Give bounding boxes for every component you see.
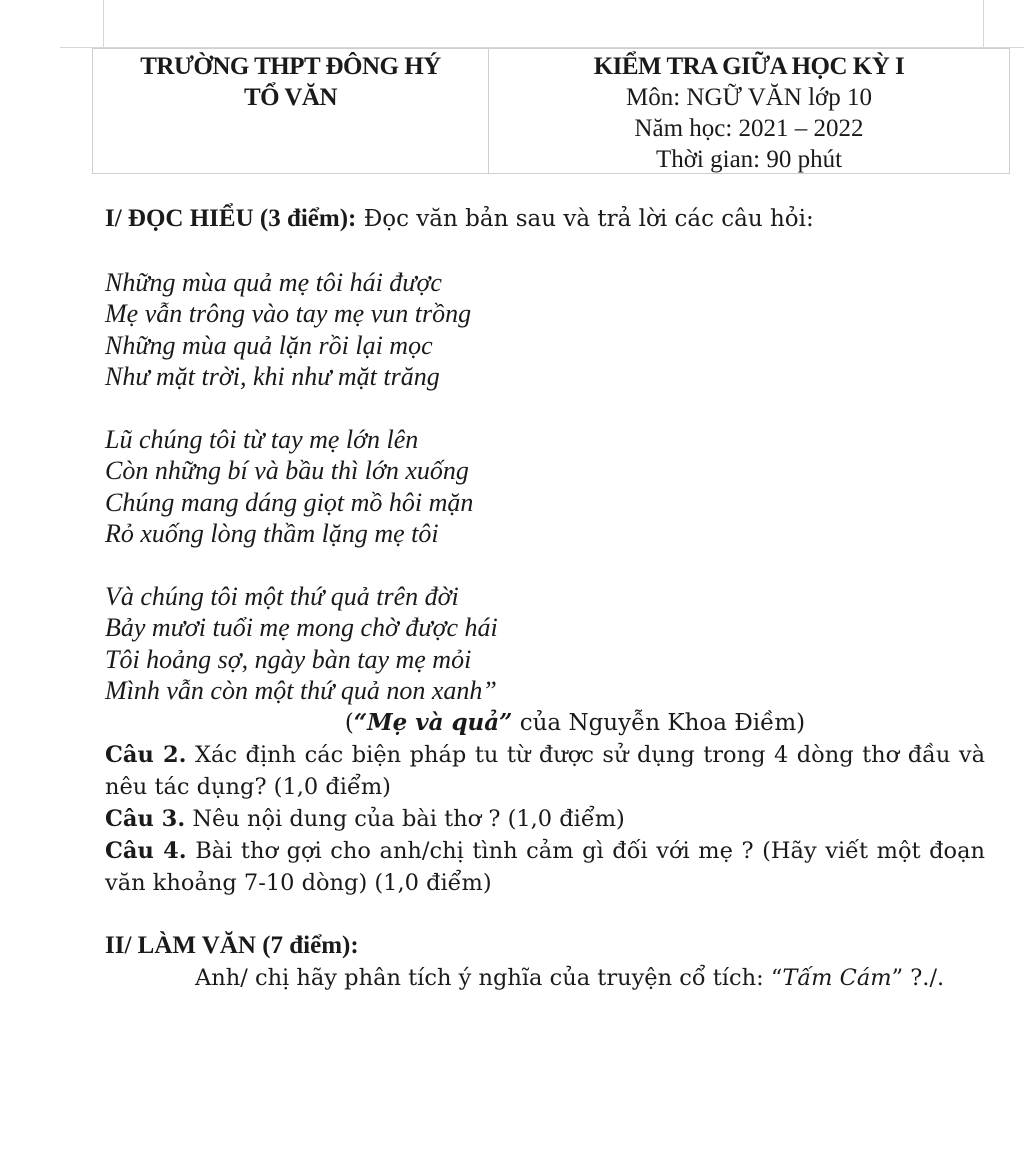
exam-info-cell — [489, 49, 1009, 173]
exam-header-table — [92, 48, 1010, 174]
essay-story-title: Tấm Cám — [782, 964, 892, 991]
writing-heading: II/ LÀM VĂN (7 điểm): — [105, 932, 359, 959]
question-4 — [105, 835, 985, 899]
exam-school-year: Năm học: 2021 – 2022 — [634, 115, 864, 142]
exam-body — [105, 203, 985, 994]
question-label: Câu 2. — [105, 742, 187, 768]
reading-instruction: Đọc văn bản sau và trả lời các câu hỏi: — [356, 206, 814, 232]
poem-line: Những mùa quả mẹ tôi hái được — [105, 267, 442, 297]
poem-line: Mẹ vẫn trông vào tay mẹ vun trồng — [105, 299, 472, 328]
school-info-cell — [93, 49, 489, 173]
spacer — [105, 899, 985, 930]
exam-duration: Thời gian: 90 phút — [655, 146, 843, 173]
school-name: TRƯỜNG THPT ĐÔNG HÝ — [140, 53, 441, 80]
poem-line: Lũ chúng tôi từ tay mẹ lớn lên — [105, 424, 419, 454]
poem-line: Rỏ xuống lòng thầm lặng mẹ tôi — [105, 519, 439, 548]
poem-line: Tôi hoảng sợ, ngày bàn tay mẹ mỏi — [105, 644, 472, 674]
poem-line: Như mặt trời, khi như mặt trăng — [105, 362, 440, 391]
poem-line: Bảy mươi tuổi mẹ mong chờ được hái — [105, 613, 498, 642]
department-name: TỔ VĂN — [243, 84, 338, 111]
citation-open: ( — [344, 709, 354, 736]
question-label: Câu 4. — [105, 838, 187, 864]
poem — [105, 267, 985, 707]
essay-prompt-end: ” ?./. — [891, 964, 945, 991]
poem-line: Và chúng tôi một thứ quả trên đời — [105, 581, 459, 611]
question-text: Bài thơ gợi cho anh/chị tình cảm gì đối với mẹ ? (Hãy viết một đoạn văn khoảng 7-10 dòng) (1,0 điểm) — [105, 838, 985, 896]
poem-line: Những mùa quả lặn rồi lại mọc — [105, 330, 433, 360]
question-text: Xác định các biện pháp tu từ được sử dụng trong 4 dòng thơ đầu và nêu tác dụng? (1,0 điểm) — [105, 742, 985, 800]
page-guide-line — [983, 0, 984, 48]
poem-stanza — [105, 581, 985, 707]
poem-citation — [105, 707, 985, 740]
citation-author: của Nguyễn Khoa Điềm) — [512, 709, 806, 736]
poem-line: Chúng mang dáng giọt mồ hôi mặn — [105, 487, 474, 517]
writing-section-title — [105, 930, 985, 962]
essay-prompt — [105, 962, 985, 994]
citation-title: “Mẹ và quả” — [353, 708, 513, 736]
question-2 — [105, 739, 985, 803]
poem-line: Còn những bí và bầu thì lớn xuống — [105, 456, 469, 485]
question-text: Nêu nội dung của bài thơ ? (1,0 điểm) — [185, 806, 625, 832]
reading-section-title — [105, 203, 985, 236]
spacer — [105, 236, 985, 267]
essay-prompt-start: Anh/ chị hãy phân tích ý nghĩa của truyện cổ tích: “ — [195, 964, 783, 991]
poem-line: Mình vẫn còn một thứ quả non xanh” — [105, 676, 497, 705]
poem-stanza — [105, 424, 985, 550]
poem-stanza — [105, 267, 985, 393]
question-3 — [105, 803, 985, 835]
exam-title: KIỂM TRA GIỮA HỌC KỲ I — [593, 53, 905, 80]
page-guide-line — [103, 0, 104, 48]
exam-subject: Môn: NGỮ VĂN lớp 10 — [625, 84, 873, 111]
question-label: Câu 3. — [105, 806, 186, 832]
reading-heading: I/ ĐỌC HIỂU (3 điểm): — [105, 205, 357, 232]
